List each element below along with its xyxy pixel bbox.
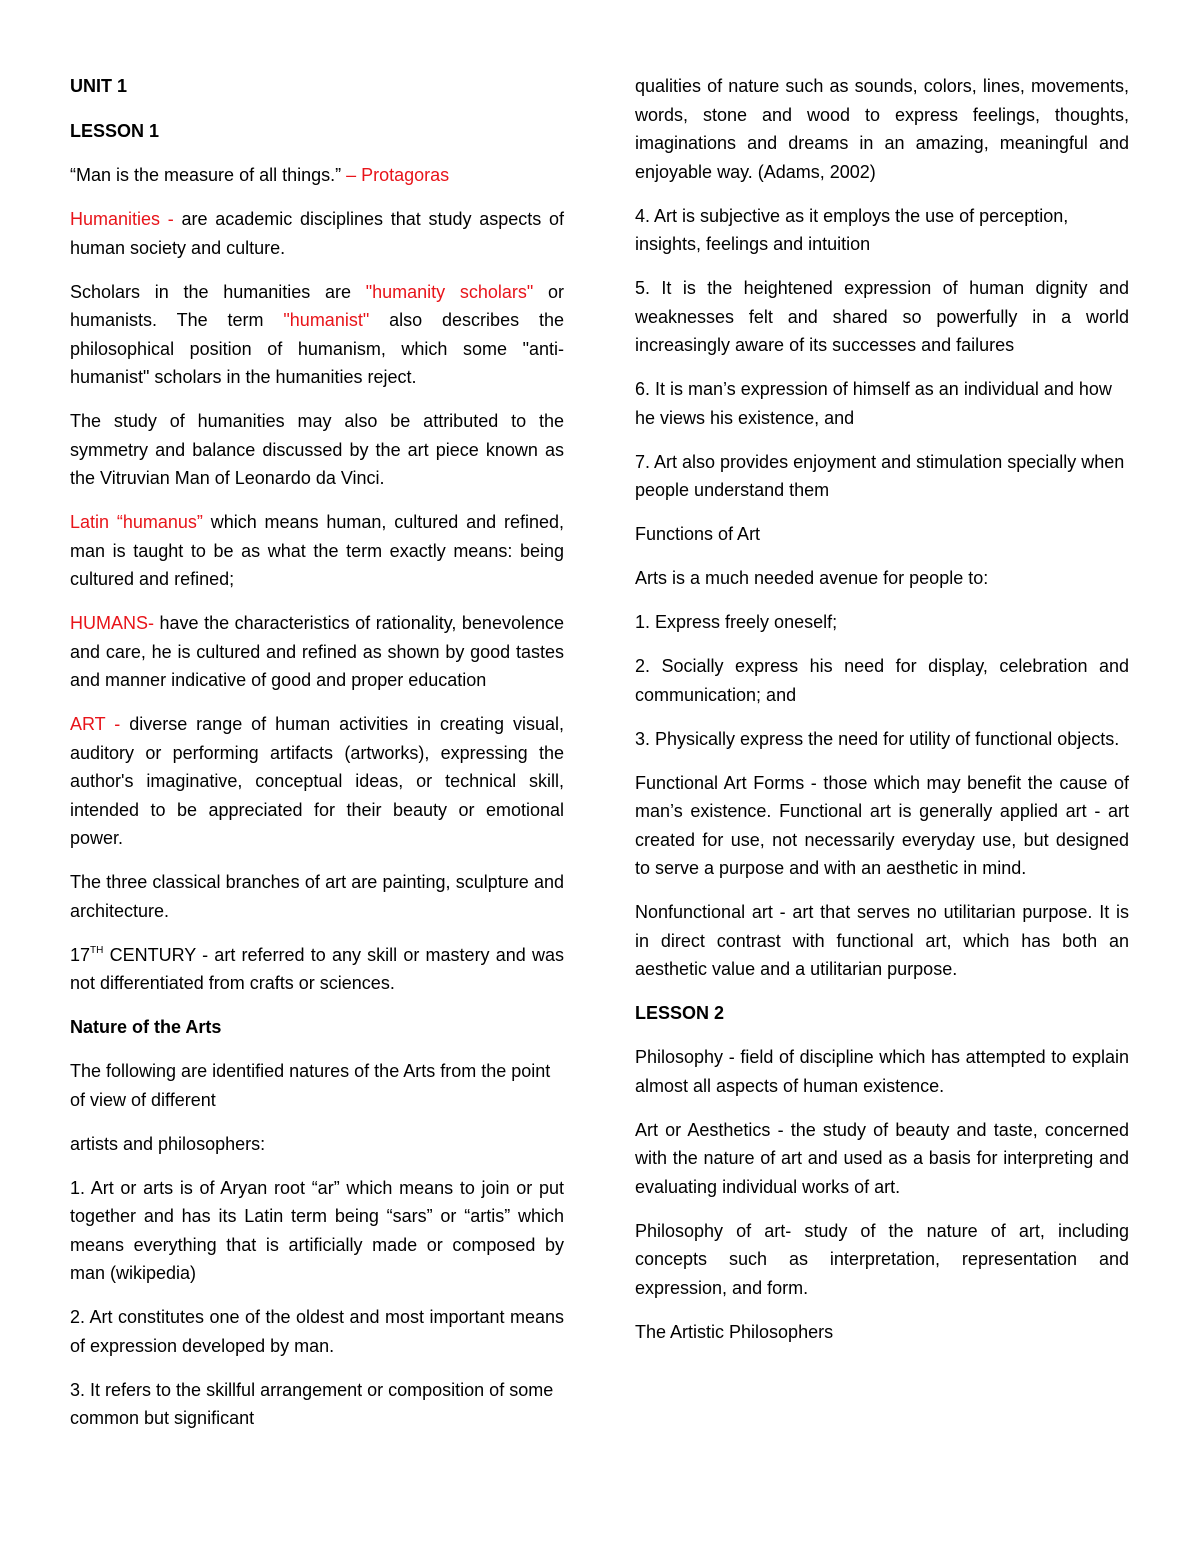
lesson-1-heading: LESSON 1 (70, 120, 160, 141)
lesson-2-heading: LESSON 2 (635, 1003, 725, 1023)
century-superscript: TH (90, 944, 104, 956)
art-definition (70, 710, 564, 853)
humanities-term: Humanities - (70, 209, 182, 229)
nature-item-5: 5. It is the heightened expression of human dignity and weaknesses felt and shared so powerfully in a world increasingly aware of its successes and failures (635, 278, 1129, 355)
scholars-text-3: also describes the philosophical position of humanism, which some "anti-humanist" scholars in the humanities reject. (70, 310, 564, 387)
quote-text: “Man is the measure of all things.” (70, 165, 347, 185)
function-item-2: 2. Socially express his need for display, celebration and communication; and (635, 656, 1129, 705)
function-item-3: 3. Physically express the need for utility of functional objects. (635, 728, 1120, 749)
scholars-text-2: or humanists. The term (70, 281, 564, 330)
humans-term: HUMANS- (70, 613, 154, 633)
scholars-paragraph (70, 278, 564, 392)
unit-heading: UNIT 1 (70, 76, 128, 96)
latin-text: which means human, cultured and refined, man is taught to be as what the term exactly means: being cultured and refined; (70, 512, 564, 589)
nature-item-7: 7. Art also provides enjoyment and stimulation specially when people understand them (635, 451, 1125, 500)
right-column (635, 72, 1129, 1362)
century-paragraph (70, 941, 564, 998)
scholars-text-1: Scholars in the humanities are (70, 281, 366, 302)
branches-paragraph: The three classical branches of art are painting, sculpture and architecture. (70, 872, 564, 921)
nature-item-2: 2. Art constitutes one of the oldest and most important means of expression developed by man. (70, 1307, 564, 1356)
humans-text: have the characteristics of rationality, benevolence and care, he is cultured and refined as shown by good tastes and manner indicative of good and proper education (70, 613, 564, 690)
humanities-definition (70, 205, 564, 262)
protagoras-quote (70, 161, 564, 190)
century-number: 17 (70, 944, 91, 965)
art-text: diverse range of human activities in creating visual, auditory or performing artifacts (artworks), expressing the author's imaginative, conceptual ideas, or technical skill, intended to be appreciated for their beauty or emotional power. (70, 714, 564, 848)
latin-definition (70, 508, 564, 594)
century-text: CENTURY - art referred to any skill or mastery and was not differentiated from crafts or sciences. (70, 944, 564, 993)
functions-heading: Functions of Art (635, 524, 761, 544)
humans-definition (70, 609, 564, 695)
art-term: ART - (70, 714, 121, 734)
functional-art-paragraph: Functional Art Forms - those which may benefit the cause of man’s existence. Functional art is generally applied art - art created for use, not necessarily everyday use, but designed to serve a purpose and with an aesthetic in mind. (635, 772, 1129, 878)
humanist-term: "humanist" (283, 310, 370, 330)
nonfunctional-art-paragraph: Nonfunctional art - art that serves no utilitarian purpose. It is in direct contrast with functional art, which has both an aesthetic value and a utilitarian purpose. (635, 902, 1129, 979)
nature-item-6: 6. It is man’s expression of himself as an individual and how he views his existence, and (635, 379, 1112, 428)
function-item-1: 1. Express freely oneself; (635, 612, 838, 632)
qualities-paragraph: qualities of nature such as sounds, colors, lines, movements, words, stone and wood to express feelings, thoughts, imaginations and dreams in an amazing, meaningful and enjoyable way. (Adams, 2002) (635, 76, 1129, 182)
nature-heading: Nature of the Arts (70, 1017, 222, 1037)
aesthetics-paragraph: Art or Aesthetics - the study of beauty and taste, concerned with the nature of art and used as a basis for interpreting and evaluating individual works of art. (635, 1119, 1129, 1197)
quote-author: – Protagoras (346, 165, 450, 185)
philosophy-paragraph: Philosophy - field of discipline which has attempted to explain almost all aspects of human existence. (635, 1047, 1129, 1096)
philosophy-of-art-paragraph: Philosophy of art- study of the nature of art, including concepts such as interpretation, representation and expression, and form. (635, 1220, 1129, 1298)
study-paragraph: The study of humanities may also be attributed to the symmetry and balance discussed by the art piece known as the Vitruvian Man of Leonardo da Vinci. (70, 411, 564, 488)
artists-paragraph: artists and philosophers: (70, 1133, 266, 1154)
nature-item-1: 1. Art or arts is of Aryan root “ar” which means to join or put together and has its Latin term being “sars” or “artis” which means everything that is artificially made or composed by man (wikipedia) (70, 1177, 564, 1283)
nature-item-4: 4. Art is subjective as it employs the use of perception, insights, feelings and intuition (635, 205, 1069, 254)
humanities-text: are academic disciplines that study aspects of human society and culture. (70, 209, 565, 258)
nature-item-3: 3. It refers to the skillful arrangement or composition of some common but significant (70, 1379, 554, 1428)
following-paragraph: The following are identified natures of the Arts from the point of view of different (70, 1061, 551, 1110)
avenue-paragraph: Arts is a much needed avenue for people to: (635, 568, 989, 588)
left-column (70, 72, 564, 1448)
humanity-scholars-term: "humanity scholars" (365, 281, 534, 302)
latin-term: Latin “humanus” (70, 512, 203, 532)
artistic-philosophers-heading: The Artistic Philosophers (635, 1321, 834, 1342)
